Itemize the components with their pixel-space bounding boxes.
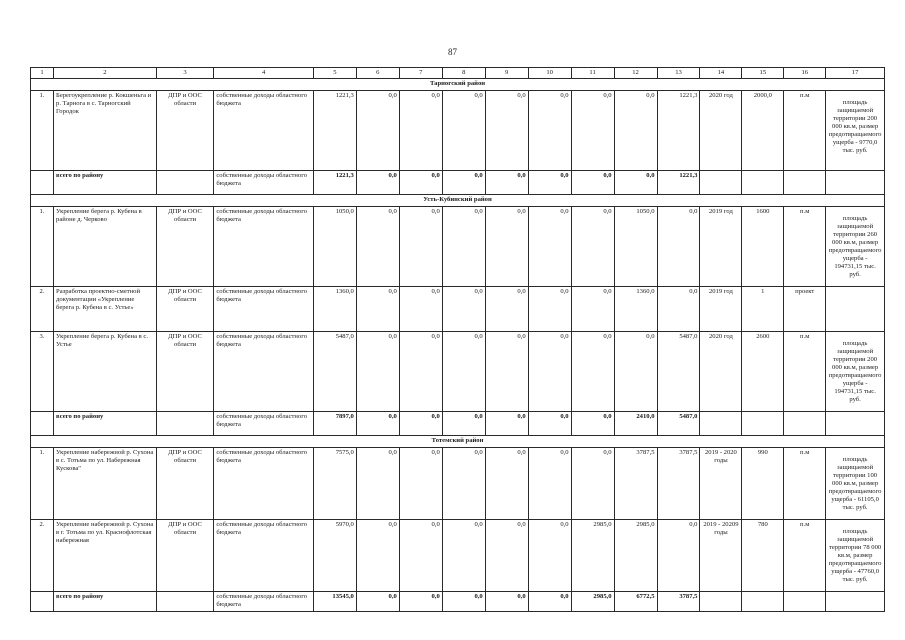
amount-cell: 0,0 <box>571 287 614 332</box>
header-cell: 17 <box>826 68 885 79</box>
row-number: 2. <box>31 287 54 332</box>
funding-source: собственные доходы областного бюджета <box>214 412 314 436</box>
total-amount-cell: 0,0 <box>528 592 571 612</box>
measure-name: Разработка проектно-сметной документации «Укрепление берега р. Кубена в с. Устье» <box>54 287 157 332</box>
amount-cell: 1360,0 <box>614 287 657 332</box>
amount-cell: 0,0 <box>485 207 528 287</box>
total-empty <box>156 592 214 612</box>
table-row <box>31 91 885 171</box>
amount-cell: 0,0 <box>442 520 485 592</box>
amount-cell: 0,0 <box>528 448 571 520</box>
header-cell: 1 <box>31 68 54 79</box>
total-amount-cell: 6772,5 <box>614 592 657 612</box>
amount-cell: 1050,0 <box>614 207 657 287</box>
header-cell: 11 <box>571 68 614 79</box>
period: 2019 - 2020 годы <box>700 448 742 520</box>
measures-table <box>30 67 885 612</box>
amount-cell: 0,0 <box>528 520 571 592</box>
executor: ДПР и ООС области <box>156 520 214 592</box>
amount-cell: 1360,0 <box>313 287 356 332</box>
period: 2020 год <box>700 332 742 412</box>
total-amount-cell: 5487,0 <box>657 412 700 436</box>
total-amount-cell: 7897,0 <box>313 412 356 436</box>
amount-cell: 0,0 <box>399 448 442 520</box>
amount-cell: 0,0 <box>528 207 571 287</box>
amount-cell: 0,0 <box>442 287 485 332</box>
total-amount-cell: 0,0 <box>442 412 485 436</box>
amount-cell: 0,0 <box>485 332 528 412</box>
section-title: Тотемский район <box>31 436 885 448</box>
table-row <box>31 448 885 520</box>
total-empty <box>826 412 885 436</box>
total-amount-cell: 0,0 <box>356 171 399 195</box>
executor: ДПР и ООС области <box>156 287 214 332</box>
funding-source: собственные доходы областного бюджета <box>214 287 314 332</box>
total-amount-cell: 0,0 <box>399 171 442 195</box>
result: площадь защищаемой территории 100 000 кв.м, размер предотвращаемого ущерба - 61105,0 тыс. руб. <box>826 448 885 520</box>
table-row <box>31 332 885 412</box>
amount-cell: 1221,3 <box>657 91 700 171</box>
amount-cell: 3787,5 <box>657 448 700 520</box>
result: площадь защищаемой территории 200 000 кв.м, размер предотвращаемого ущерба - 9770,0 тыс. руб. <box>826 91 885 171</box>
section-title: Усть-Кубинский район <box>31 195 885 207</box>
funding-source: собственные доходы областного бюджета <box>214 448 314 520</box>
section-title-row <box>31 195 885 207</box>
section-title: Тарногский район <box>31 79 885 91</box>
amount-cell: 0,0 <box>356 91 399 171</box>
amount-cell: 2985,0 <box>571 520 614 592</box>
amount-cell: 0,0 <box>657 287 700 332</box>
amount-cell: 0,0 <box>571 207 614 287</box>
quantity: 990 <box>742 448 784 520</box>
unit: п.м <box>784 91 826 171</box>
total-amount-cell: 0,0 <box>528 412 571 436</box>
header-cell: 4 <box>214 68 314 79</box>
total-empty <box>826 592 885 612</box>
header-cell: 8 <box>442 68 485 79</box>
result: площадь защищаемой территории 260 000 кв.м, размер предотвращаемого ущерба - 194731,15 тыс. руб. <box>826 207 885 287</box>
row-number: 1. <box>31 207 54 287</box>
total-amount-cell: 0,0 <box>614 171 657 195</box>
amount-cell: 0,0 <box>657 207 700 287</box>
amount-cell: 0,0 <box>442 332 485 412</box>
amount-cell: 0,0 <box>485 448 528 520</box>
total-label: всего по району <box>54 171 157 195</box>
total-empty <box>784 412 826 436</box>
header-cell: 12 <box>614 68 657 79</box>
total-empty <box>156 171 214 195</box>
funding-source: собственные доходы областного бюджета <box>214 171 314 195</box>
period: 2019 год <box>700 207 742 287</box>
total-amount-cell: 1221,3 <box>657 171 700 195</box>
result: площадь защищаемой территории 78 000 кв.м, размер предотвращаемого ущерба - 47760,0 тыс. руб. <box>826 520 885 592</box>
amount-cell: 0,0 <box>399 287 442 332</box>
funding-source: собственные доходы областного бюджета <box>214 91 314 171</box>
amount-cell: 0,0 <box>356 287 399 332</box>
amount-cell: 3787,5 <box>614 448 657 520</box>
amount-cell: 0,0 <box>399 332 442 412</box>
unit: проект <box>784 287 826 332</box>
amount-cell: 5487,0 <box>657 332 700 412</box>
row-number: 1. <box>31 448 54 520</box>
row-number: 3. <box>31 332 54 412</box>
total-empty <box>700 592 742 612</box>
amount-cell: 0,0 <box>399 520 442 592</box>
amount-cell: 0,0 <box>571 91 614 171</box>
period: 2020 год <box>700 91 742 171</box>
funding-source: собственные доходы областного бюджета <box>214 207 314 287</box>
amount-cell: 0,0 <box>356 448 399 520</box>
total-amount-cell: 0,0 <box>571 412 614 436</box>
total-amount-cell: 0,0 <box>571 171 614 195</box>
total-amount-cell: 0,0 <box>528 171 571 195</box>
quantity: 780 <box>742 520 784 592</box>
total-empty <box>742 592 784 612</box>
page-number: 87 <box>448 47 457 57</box>
total-amount-cell: 1221,3 <box>313 171 356 195</box>
amount-cell: 0,0 <box>356 520 399 592</box>
amount-cell: 0,0 <box>614 332 657 412</box>
total-amount-cell: 3787,5 <box>657 592 700 612</box>
header-cell: 13 <box>657 68 700 79</box>
amount-cell: 0,0 <box>442 448 485 520</box>
header-cell: 3 <box>156 68 214 79</box>
total-row <box>31 592 885 612</box>
total-empty <box>700 171 742 195</box>
total-amount-cell: 0,0 <box>356 592 399 612</box>
amount-cell: 0,0 <box>356 207 399 287</box>
amount-cell: 0,0 <box>571 332 614 412</box>
total-empty <box>700 412 742 436</box>
amount-cell: 0,0 <box>528 91 571 171</box>
total-label: всего по району <box>54 412 157 436</box>
amount-cell: 0,0 <box>442 207 485 287</box>
total-amount-cell: 0,0 <box>356 412 399 436</box>
amount-cell: 0,0 <box>356 332 399 412</box>
quantity: 1 <box>742 287 784 332</box>
quantity: 2600 <box>742 332 784 412</box>
total-amount-cell: 0,0 <box>442 171 485 195</box>
total-empty <box>784 171 826 195</box>
amount-cell: 0,0 <box>442 91 485 171</box>
period: 2019 год <box>700 287 742 332</box>
header-cell: 6 <box>356 68 399 79</box>
measure-name: Укрепление набережной р. Сухона в г. Тотьма по ул. Краснофлотская набережная <box>54 520 157 592</box>
header-cell: 16 <box>784 68 826 79</box>
amount-cell: 5970,0 <box>313 520 356 592</box>
amount-cell: 0,0 <box>485 91 528 171</box>
header-cell: 5 <box>313 68 356 79</box>
total-amount-cell: 0,0 <box>399 412 442 436</box>
amount-cell: 2985,0 <box>614 520 657 592</box>
executor: ДПР и ООС области <box>156 91 214 171</box>
header-cell: 7 <box>399 68 442 79</box>
funding-source: собственные доходы областного бюджета <box>214 332 314 412</box>
total-empty <box>31 171 54 195</box>
unit: п.м <box>784 520 826 592</box>
total-amount-cell: 0,0 <box>485 171 528 195</box>
quantity: 1600 <box>742 207 784 287</box>
table-row <box>31 207 885 287</box>
result <box>826 287 885 332</box>
unit: п.м <box>784 448 826 520</box>
total-label: всего по району <box>54 592 157 612</box>
amount-cell: 1221,3 <box>313 91 356 171</box>
amount-cell: 0,0 <box>528 332 571 412</box>
amount-cell: 0,0 <box>399 207 442 287</box>
total-amount-cell: 0,0 <box>399 592 442 612</box>
amount-cell: 1050,0 <box>313 207 356 287</box>
executor: ДПР и ООС области <box>156 207 214 287</box>
measure-name: Укрепление берега р. Кубена в районе д. Черково <box>54 207 157 287</box>
amount-cell: 0,0 <box>571 448 614 520</box>
total-empty <box>742 171 784 195</box>
unit: п.м <box>784 207 826 287</box>
measure-name: Берегоукрепление р. Кокшеньга и р. Тарнога в с. Тарногский Городок <box>54 91 157 171</box>
total-amount-cell: 2410,0 <box>614 412 657 436</box>
amount-cell: 0,0 <box>485 520 528 592</box>
table-body <box>31 68 885 612</box>
amount-cell: 0,0 <box>528 287 571 332</box>
total-amount-cell: 0,0 <box>485 592 528 612</box>
header-cell: 14 <box>700 68 742 79</box>
unit: п.м <box>784 332 826 412</box>
total-empty <box>742 412 784 436</box>
header-cell: 15 <box>742 68 784 79</box>
funding-source: собственные доходы областного бюджета <box>214 592 314 612</box>
header-cell: 10 <box>528 68 571 79</box>
quantity: 2000,0 <box>742 91 784 171</box>
amount-cell: 0,0 <box>657 520 700 592</box>
total-empty <box>156 412 214 436</box>
total-empty <box>31 412 54 436</box>
section-title-row <box>31 79 885 91</box>
header-cell: 9 <box>485 68 528 79</box>
total-empty <box>784 592 826 612</box>
total-empty <box>826 171 885 195</box>
total-row <box>31 412 885 436</box>
total-amount-cell: 2985,0 <box>571 592 614 612</box>
total-amount-cell: 0,0 <box>442 592 485 612</box>
measure-name: Укрепление берега р. Кубена в с. Устье <box>54 332 157 412</box>
total-amount-cell: 0,0 <box>485 412 528 436</box>
amount-cell: 5487,0 <box>313 332 356 412</box>
result: площадь защищаемой территории 200 000 кв.м, размер предотвращаемого ущерба - 194731,15 тыс. руб. <box>826 332 885 412</box>
total-empty <box>31 592 54 612</box>
amount-cell: 0,0 <box>614 91 657 171</box>
row-number: 2. <box>31 520 54 592</box>
header-cell: 2 <box>54 68 157 79</box>
measure-name: Укрепление набережной р. Сухона в с. Тотьма по ул. Набережная Кускова" <box>54 448 157 520</box>
amount-cell: 0,0 <box>485 287 528 332</box>
total-row <box>31 171 885 195</box>
executor: ДПР и ООС области <box>156 448 214 520</box>
row-number: 1. <box>31 91 54 171</box>
funding-source: собственные доходы областного бюджета <box>214 520 314 592</box>
header-row <box>31 68 885 79</box>
executor: ДПР и ООС области <box>156 332 214 412</box>
table-row <box>31 520 885 592</box>
table-row <box>31 287 885 332</box>
amount-cell: 7575,0 <box>313 448 356 520</box>
section-title-row <box>31 436 885 448</box>
amount-cell: 0,0 <box>399 91 442 171</box>
period: 2019 - 20209 годы <box>700 520 742 592</box>
total-amount-cell: 13545,0 <box>313 592 356 612</box>
